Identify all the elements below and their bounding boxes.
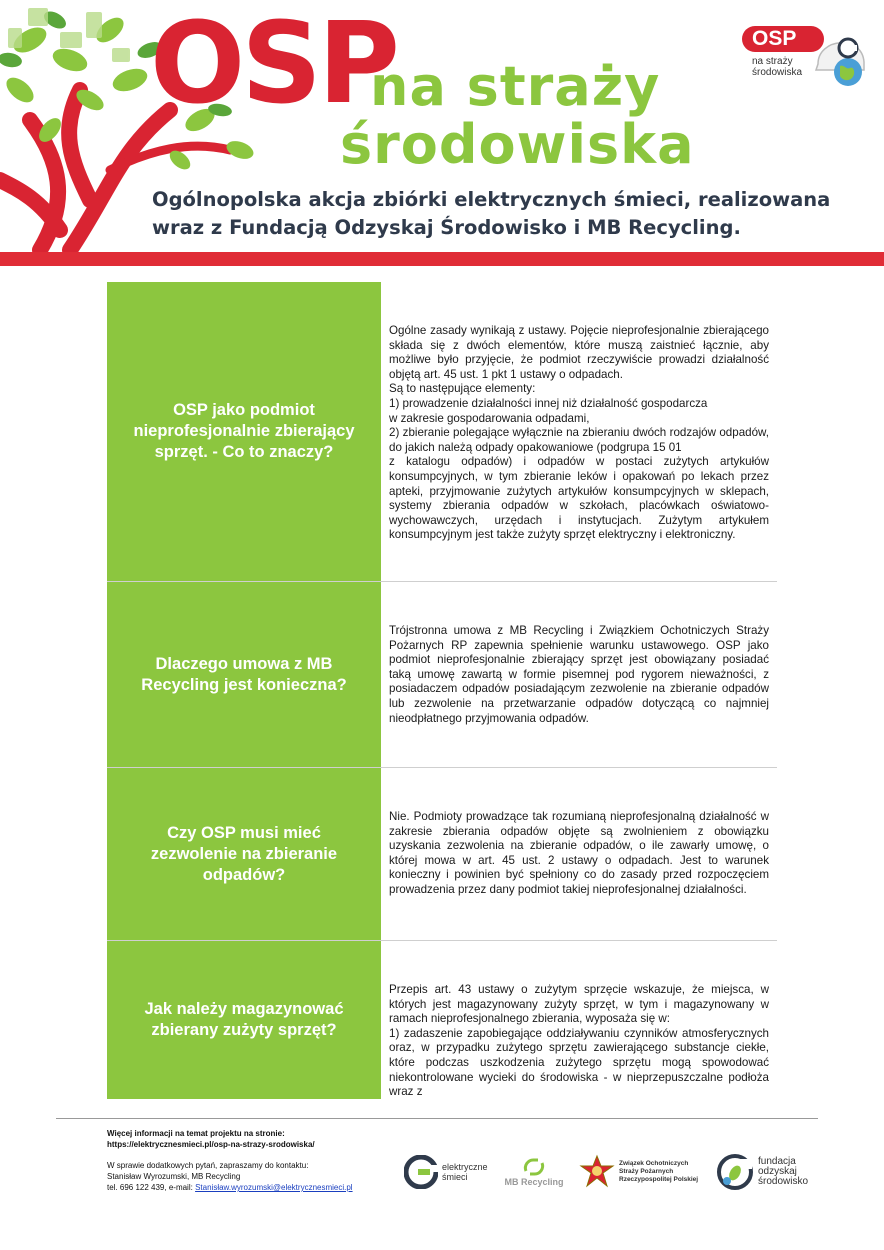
faq-question: OSP jako podmiot nieprofesjonalnie zbierający sprzęt. - Co to znaczy? — [107, 282, 381, 581]
answer-line: 2) zbieranie polegające wyłącznie na zbieraniu dwóch rodzajów odpadów, do jakich należą odpady opakowaniowe (podgrupa 15 01 — [389, 426, 769, 454]
footer-phone: tel. 696 122 439, e-mail: — [107, 1183, 193, 1192]
footer-contact-line: W sprawie dodatkowych pytań, zapraszamy do kontaktu: — [107, 1161, 309, 1170]
partner-logos — [404, 1148, 824, 1196]
answer-paragraph: Ogólne zasady wynikają z ustawy. Pojęcie nieprofesjonalnie zbierającego składa się z dwóch elementów, które muszą zaistnieć łącznie, aby możliwe było przyjęcie, że podmiot rzeczywiście prowadzi działalność objętą art. 45 ust. 1 pkt 1 ustawy o odpadach. — [389, 324, 769, 381]
zosp-emblem-icon — [579, 1154, 615, 1190]
faq-row — [107, 941, 777, 1099]
partner-label: elektryczne śmieci — [442, 1162, 488, 1182]
answer-line: w zakresie gospodarowania odpadami, — [389, 411, 590, 425]
elektryczne-smieci-icon — [404, 1155, 438, 1189]
footer-email-link[interactable]: Stanisław.wyrozumski@elektrycznesmieci.pl — [195, 1183, 353, 1192]
answer-line: z katalogu odpadów) i odpadów w postaci zużytych artykułów konsumpcyjnych, w tym zbieranie leków i opakowań po lekach przez apteki, przyjmowanie zużytych artykułów konsumpcyjnych w sklepach, systemy zbierania odpadów w szkołach, placówkach oświatowo-wychowawczych, urzędach i instytucjach. Zużytym artykułem konsumpcyjnym jest także zużyty sprzęt elektryczny i elektroniczny. — [389, 455, 769, 542]
footer-divider — [56, 1118, 818, 1119]
partner-fundacja — [716, 1148, 824, 1196]
answer-paragraph: 1) zadaszenie zapobiegające oddziaływaniu czynników atmosferycznych oraz, w przypadku zużytego sprzętu zawierającego substancje ciekłe, które podczas uszkodzenia zużytego sprzętu mogą spowodować niekontrolowane wycieki do środowiska - w nieprzepuszczalne podłoża wraz z — [389, 1026, 769, 1099]
answer-line: 1) prowadzenie działalności innej niż działalność gospodarcza — [389, 396, 708, 410]
faq-answer — [381, 282, 777, 581]
partner-zosp-rp — [579, 1148, 709, 1196]
faq-row — [107, 582, 777, 768]
faq-row — [107, 768, 777, 941]
partner-label: MB Recycling — [504, 1177, 564, 1187]
faq-answer — [381, 768, 777, 940]
partner-elektryczne-smieci — [404, 1148, 490, 1196]
footer-info-heading: Więcej informacji na temat projektu na stronie: — [107, 1129, 285, 1138]
slogan-line-1: na straży — [370, 55, 661, 118]
faq-question: Czy OSP musi mieć zezwolenie na zbieranie odpadów? — [107, 768, 381, 940]
faq-row — [107, 282, 777, 582]
slogan-line-2: środowiska — [340, 113, 695, 176]
faq-table — [107, 282, 777, 1099]
footer-contact-name: Stanisław Wyrozumski, MB Recycling — [107, 1172, 241, 1181]
badge-logo-subtitle: na straży środowiska — [752, 56, 803, 78]
recycle-icon — [522, 1157, 546, 1177]
faq-question: Dlaczego umowa z MB Recycling jest konieczna? — [107, 582, 381, 767]
helmet-globe-icon — [812, 24, 868, 90]
campaign-subtitle: Ogólnopolska akcja zbiórki elektrycznych śmieci, realizowana wraz z Fundacją Odzyskaj Środowisko i MB Recycling. — [152, 188, 831, 239]
footer-contact-phone-email — [107, 1182, 407, 1193]
faq-question: Jak należy magazynować zbierany zużyty sprzęt? — [107, 941, 381, 1099]
osp-title: OSP — [150, 0, 396, 129]
footer-info-url[interactable]: https://elektrycznesmieci.pl/osp-na-strazy-srodowiska/ — [107, 1140, 315, 1149]
faq-answer — [381, 941, 777, 1099]
osp-badge-logo — [740, 22, 868, 94]
partner-mb-recycling — [499, 1148, 569, 1196]
header-red-band — [0, 252, 884, 266]
header-banner — [0, 0, 884, 268]
answer-paragraph: Przepis art. 43 ustawy o zużytym sprzęcie wskazuje, że miejsca, w których jest magazynowany zużyty sprzęt, w tym i magazynowany w ramach nieprofesjonalnego zbierania, wyposaża się w: — [389, 983, 769, 1026]
faq-answer — [381, 582, 777, 767]
badge-logo-text: OSP — [742, 26, 824, 52]
partner-label: fundacja odzyskaj środowisko — [758, 1156, 809, 1187]
footer-contact — [107, 1128, 407, 1193]
partner-label: Związek Ochotniczych Straży Pożarnych Rzeczypospolitej Polskiej — [619, 1160, 699, 1183]
answer-line: Są to następujące elementy: — [389, 382, 536, 396]
answer-paragraph: Trójstronna umowa z MB Recycling i Związkiem Ochotniczych Straży Pożarnych RP zapewnia spełnienie warunku ustawowego. OSP jako podmiot nieprofesjonalnie zbierający sprzęt jest obowiązany posiadać taką umowę zawartą w formie pisemnej pod rygorem nieważności, z posiadaczem odpadów posiadającym zezwolenie na zbieranie odpadów lub zezwolenie na przetwarzanie odpadów dotyczącą co najmniej nieodpłatnego przyjmowania odpadów. — [389, 624, 769, 725]
answer-paragraph: Nie. Podmioty prowadzące tak rozumianą nieprofesjonalną działalność w zakresie zbierania odpadów objęte są zwolnieniem z obowiązku uzyskania zezwolenia na zbieranie odpadów, o ile zawarły umowę, o której mowa w art. 45 ust. 2 ustawy o odpadach. Jest to warunek konieczny i powinien być spełniony co do zasady przed rozpoczęciem prowadzenia przez dany podmiot takiej nieprofesjonalnej działalności. — [389, 810, 769, 896]
fundacja-logo-icon — [716, 1153, 754, 1191]
